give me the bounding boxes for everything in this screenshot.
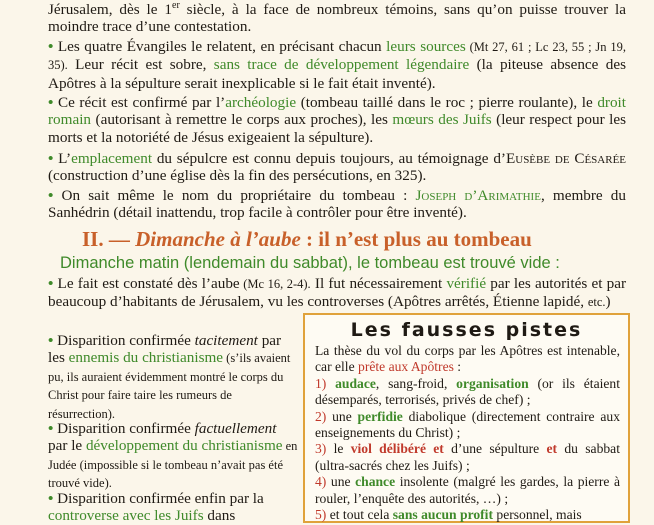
bullet-icon: • [48,94,54,111]
box-body [305,341,628,523]
bullet-gospels: • Les quatre Évangiles le relatent, en précisant chacun leurs sources (Mt 27, 61 ; Lc 23, 55 ; Jn 19, 35). Leur récit est sobre, sans trace de développement légendaire (la piteuse absence des Apôtres à la sépulture serait inexplicable si le fait était inventé). [48,38,627,92]
box-item: 5) et tout cela sans aucun profit personnel, mais [315,507,582,523]
bullet-icon: • [48,490,54,507]
box-intro: La thèse du vol du corps par les Apôtres est intenable, car elle prête aux Apôtres : [315,343,620,375]
bullet-icon: • [48,150,54,167]
section-subheading: Dimanche matin (lendemain du sabbat), le tombeau est trouvé vide : [60,254,560,272]
box-item: 3) le viol délibéré et d’une sépulture et du sabbat (ultra-sacrés chez les Juifs) ; [315,441,620,473]
bullet-location: • L’emplacement du sépulcre est connu depuis toujours, au témoignage d’Eusèbe de Césarée (construction d’une église dès la fin des persécutions, en 325). [48,150,627,185]
false-leads-box [303,313,630,523]
bullet-icon: • [48,420,54,437]
box-item: 1) audace, sang-froid, organisation (or ils étaient désemparés, terrorisés, privés de chef) ; [315,375,620,408]
bullet-archeology: • Ce récit est confirmé par l’archéologie (tombeau taillé dans le roc ; pierre roulante), le droit romain (autorisant à remettre le corps aux proches), les mœurs des Juifs (leur respect pour les morts et la notoriété de Jésus exigeaient la sépulture). [48,94,626,146]
left-bullet-controversy: • Disparition confirmée enfin par la controverse avec les Juifs dans [48,490,264,525]
fact-paragraph: • Le fait est constaté dès l’aube (Mc 16, 2-4). Il fut nécessairement vérifié par les autorités et par beaucoup d’habitants de Jérusalem, vu les controverses (Apôtres arrêtés, Étienne lapidé, etc.) [48,275,627,311]
box-item: 2) une perfidie diabolique (directement contraire aux enseignements du Christ) ; [315,408,620,441]
bullet-icon: • [48,275,54,292]
box-item: 4) une chance insolente (malgré les gardes, la pierre à rouler, l’enquête des autorités, …) ; [315,474,620,506]
bullet-icon: • [48,187,54,204]
box-title: Les fausses pistes [350,319,583,341]
bullet-icon: • [48,38,54,55]
left-bullet-factual: • Disparition confirmée factuellement par le développement du christianisme en Judée (impossible si le tombeau n’avait pas été trouvé vide). [48,420,298,491]
section-heading: II. — Dimanche à l’aube : il n’est plus au tombeau [82,227,532,251]
intro-paragraph: Jérusalem, dès le 1er siècle, à la face de nombreux témoins, sans qu’on puisse trouver la moindre trace d’une contestation. [48,0,626,36]
bullet-owner: • On sait même le nom du propriétaire du tombeau : Joseph d’Arimathie, membre du Sanhédrin (détail inattendu, trop facile à contrôler pour être inventé). [48,187,626,222]
left-bullet-tacit: • Disparition confirmée tacitement par les ennemis du christianisme (s’ils avaient pu, ils auraient évidemment montré le corps du Christ pour faire taire les rumeurs de résurrection). [48,332,291,421]
bullet-icon: • [48,332,54,349]
